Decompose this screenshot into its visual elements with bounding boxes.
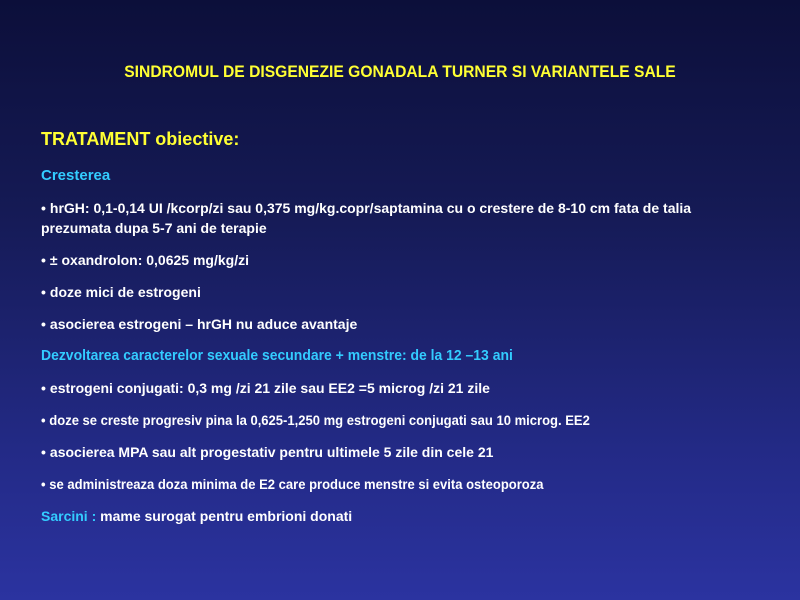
bullet-icon: • (41, 284, 46, 300)
pregnancy-label: Sarcini : (41, 508, 97, 524)
bullet-line (41, 474, 544, 494)
bullet-text: estrogeni conjugati: 0,3 mg /zi 21 zile sau EE2 =5 microg /zi 21 zile (49, 380, 490, 396)
bullet-text: se administreaza doza minima de E2 care produce menstre si evita osteoporoza (49, 476, 544, 492)
bullet-text: doze mici de estrogeni (49, 284, 201, 300)
pregnancy-text: mame surogat pentru embrioni donati (96, 508, 353, 524)
bullet-text: hrGH: 0,1-0,14 UI /kcorp/zi sau 0,375 mg/kg.copr/saptamina cu o crestere de 8-10 cm fata de talia prezumata dupa 5-7 ani de terapie (41, 200, 692, 236)
sexual-development-label: Dezvoltarea caracterelor sexuale secundare + menstre: de la 12 –13 ani (41, 347, 513, 364)
bullet-item (41, 410, 741, 430)
bullet-item (41, 282, 741, 302)
slide-content (41, 128, 741, 538)
growth-subheading: Cresterea (41, 167, 111, 184)
bullet-text: ± oxandrolon: 0,0625 mg/kg/zi (49, 252, 249, 268)
bullet-icon: • (41, 476, 46, 492)
bullet-icon: • (41, 316, 46, 332)
bullet-item (41, 474, 741, 494)
pregnancy-line (41, 506, 741, 526)
bullet-text: asocierea MPA sau alt progestativ pentru ultimele 5 zile din cele 21 (49, 444, 494, 460)
bullet-line (41, 410, 590, 430)
bullet-icon: • (41, 412, 46, 428)
bullet-icon: • (41, 252, 46, 268)
bullet-item (41, 314, 741, 334)
bullet-text: asocierea estrogeni – hrGH nu aduce avantaje (49, 316, 358, 332)
bullet-item (41, 442, 741, 462)
bullet-icon: • (41, 200, 46, 216)
sexual-development-subheading (41, 346, 741, 366)
slide-title: SINDROMUL DE DISGENEZIE GONADALA TURNER SI VARIANTELE SALE (124, 62, 676, 81)
bullet-item (41, 198, 741, 238)
bullet-icon: • (41, 444, 46, 460)
bullet-icon: • (41, 380, 46, 396)
bullet-item (41, 250, 741, 270)
treatment-heading: TRATAMENT obiective: (41, 129, 240, 149)
bullet-item (41, 378, 741, 398)
bullet-text: doze se creste progresiv pina la 0,625-1,250 mg estrogeni conjugati sau 10 microg. EE2 (49, 412, 590, 428)
